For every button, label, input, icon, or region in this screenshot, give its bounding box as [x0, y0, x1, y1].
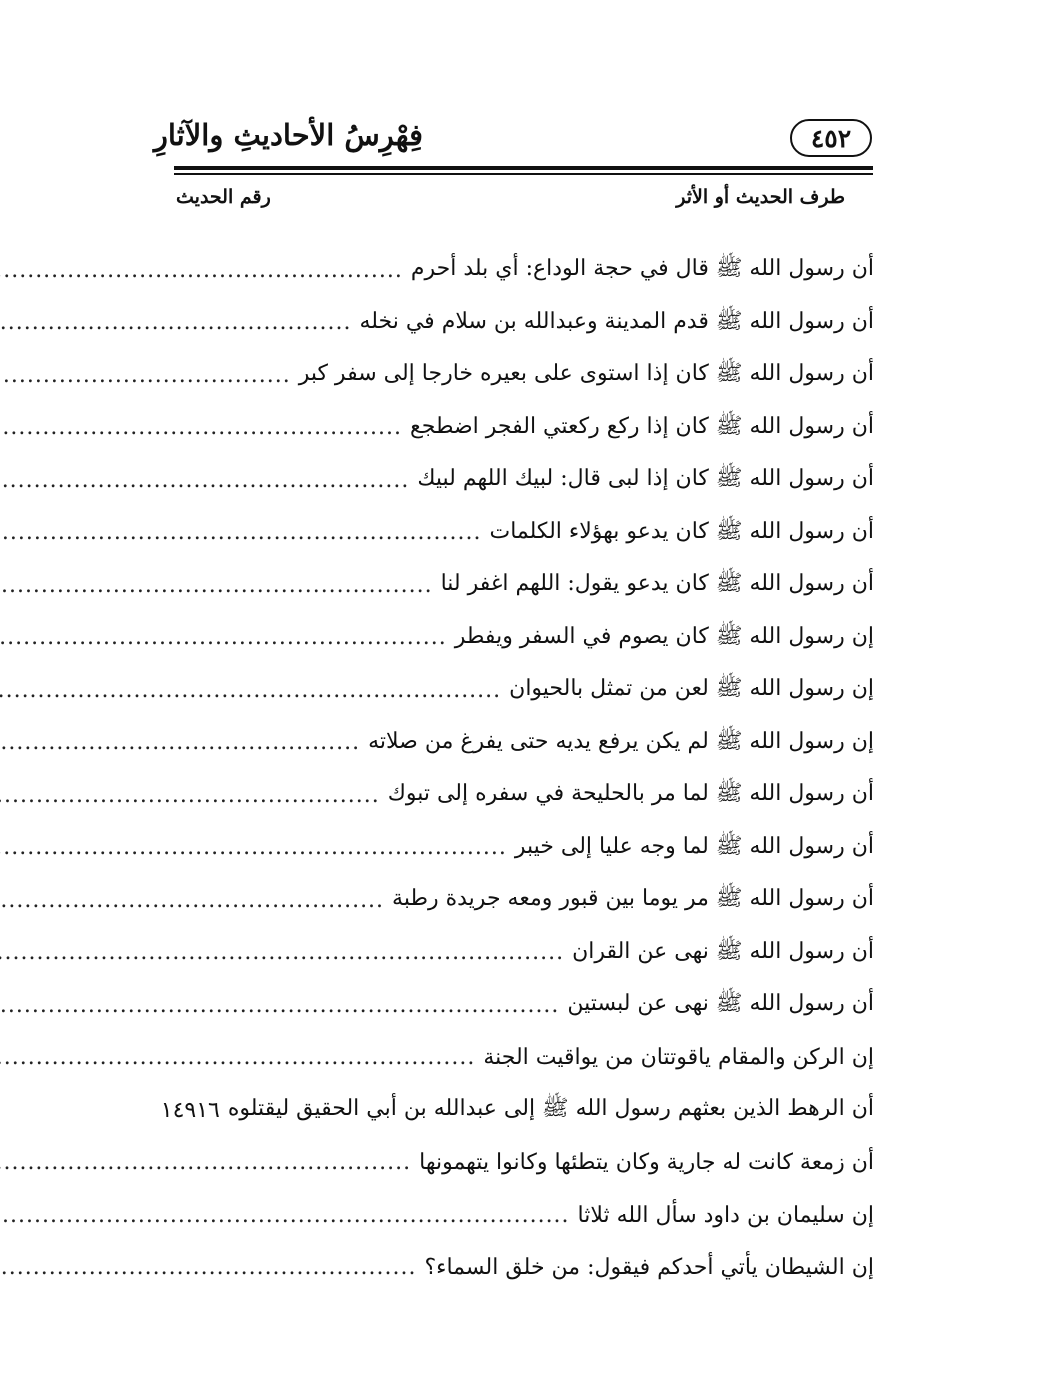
dot-leader	[0, 625, 447, 650]
entry-text: إن سليمان بن داود سأل الله ثلاثا	[577, 1202, 874, 1228]
dot-leader	[0, 573, 433, 598]
page-title: فِهْرِسُ الأحاديثِ والآثارِ	[153, 118, 423, 152]
page-number-badge	[790, 119, 872, 157]
dot-leader	[0, 468, 409, 493]
entry-text: إن رسول الله ﷺ لعن من تمثل بالحيوان	[509, 676, 874, 702]
list-item	[168, 979, 874, 1032]
list-item	[168, 1137, 874, 1190]
entry-text: إن رسول الله ﷺ لم يكن يرفع يديه حتى يفرغ من صلاته	[368, 728, 874, 754]
entry-text: أن رسول الله ﷺ كان يدعو بهؤلاء الكلمات	[489, 518, 874, 544]
list-item	[168, 1242, 874, 1295]
entry-text: أن رسول الله ﷺ نهى عن لبستين	[567, 991, 874, 1017]
entry-text: إن الشيطان يأتي أحدكم فيقول: من خلق السماء؟	[424, 1255, 874, 1281]
entry-text: أن رسول الله ﷺ لما مر بالحليحة في سفره إلى تبوك	[387, 781, 874, 807]
list-item	[168, 927, 874, 980]
hadith-index-list	[160, 244, 874, 1294]
header-rule-thick	[174, 166, 873, 170]
entry-text: أن رسول الله ﷺ كان إذا استوى على بعيره خارجا إلى سفر كبر	[298, 361, 874, 387]
page-number: ٤٥٢	[810, 123, 852, 153]
list-item	[168, 822, 874, 875]
dot-leader	[0, 730, 360, 755]
entry-text: أن زمعة كانت له جارية وكان يتطئها وكانوا يتهمونها	[419, 1150, 874, 1176]
entry-text: أن رسول الله ﷺ كان إذا لبى قال: لبيك اللهم لبيك	[417, 466, 874, 492]
dot-leader	[0, 1045, 475, 1070]
dot-leader	[0, 415, 402, 440]
list-item	[168, 612, 874, 665]
list-item	[168, 454, 874, 507]
list-item	[168, 874, 874, 927]
header-rule-thin	[174, 173, 873, 175]
list-item	[168, 559, 874, 612]
dot-leader	[0, 940, 564, 965]
list-item	[168, 297, 874, 350]
dot-leader	[0, 888, 384, 913]
list-item	[168, 244, 874, 297]
list-item	[168, 349, 874, 402]
dot-leader	[0, 783, 380, 808]
entry-text: أن رسول الله ﷺ قدم المدينة وعبدالله بن سلام في نخله	[359, 308, 874, 334]
entry-text: أن رسول الله ﷺ قال في حجة الوداع: أي بلد أحرم	[410, 256, 874, 282]
list-item	[168, 769, 874, 822]
dot-leader	[0, 258, 403, 283]
column-heading-hadith-number: رقم الحديث	[176, 186, 271, 208]
list-item	[160, 1084, 874, 1137]
entry-text: إن الركن والمقام ياقوتتان من يواقيت الجنة	[483, 1045, 874, 1071]
entry-number: ١٤٩١٦	[160, 1097, 220, 1123]
dot-leader	[0, 835, 507, 860]
entry-text: أن رسول الله ﷺ نهى عن القران	[572, 938, 874, 964]
entry-text: أن رسول الله ﷺ لما وجه عليا إلى خيبر	[514, 833, 874, 859]
dot-leader	[0, 1255, 416, 1280]
list-item	[168, 1032, 874, 1085]
dot-leader	[0, 678, 501, 703]
entry-text: إن رسول الله ﷺ كان يصوم في السفر ويفطر	[454, 623, 874, 649]
list-item	[168, 507, 874, 560]
list-item	[168, 1189, 874, 1242]
list-item	[168, 402, 874, 455]
list-item	[168, 664, 874, 717]
entry-text: أن الرهط الذين بعثهم رسول الله ﷺ إلى عبدالله بن أبي الحقيق ليقتلوه	[227, 1096, 874, 1122]
dot-leader	[0, 1203, 570, 1228]
dot-leader	[0, 363, 291, 388]
dot-leader	[0, 310, 351, 335]
dot-leader	[0, 993, 559, 1018]
entry-text: أن رسول الله ﷺ كان إذا ركع ركعتي الفجر اضطجع	[410, 413, 874, 439]
dot-leader	[0, 1150, 411, 1175]
list-item	[168, 717, 874, 770]
dot-leader	[0, 520, 482, 545]
column-heading-hadith-opening: طرف الحديث أو الأثر	[676, 186, 845, 208]
entry-text: أن رسول الله ﷺ كان يدعو يقول: اللهم اغفر لنا	[440, 571, 874, 597]
entry-text: أن رسول الله ﷺ مر يوما بين قبور ومعه جريدة رطبة	[392, 886, 874, 912]
